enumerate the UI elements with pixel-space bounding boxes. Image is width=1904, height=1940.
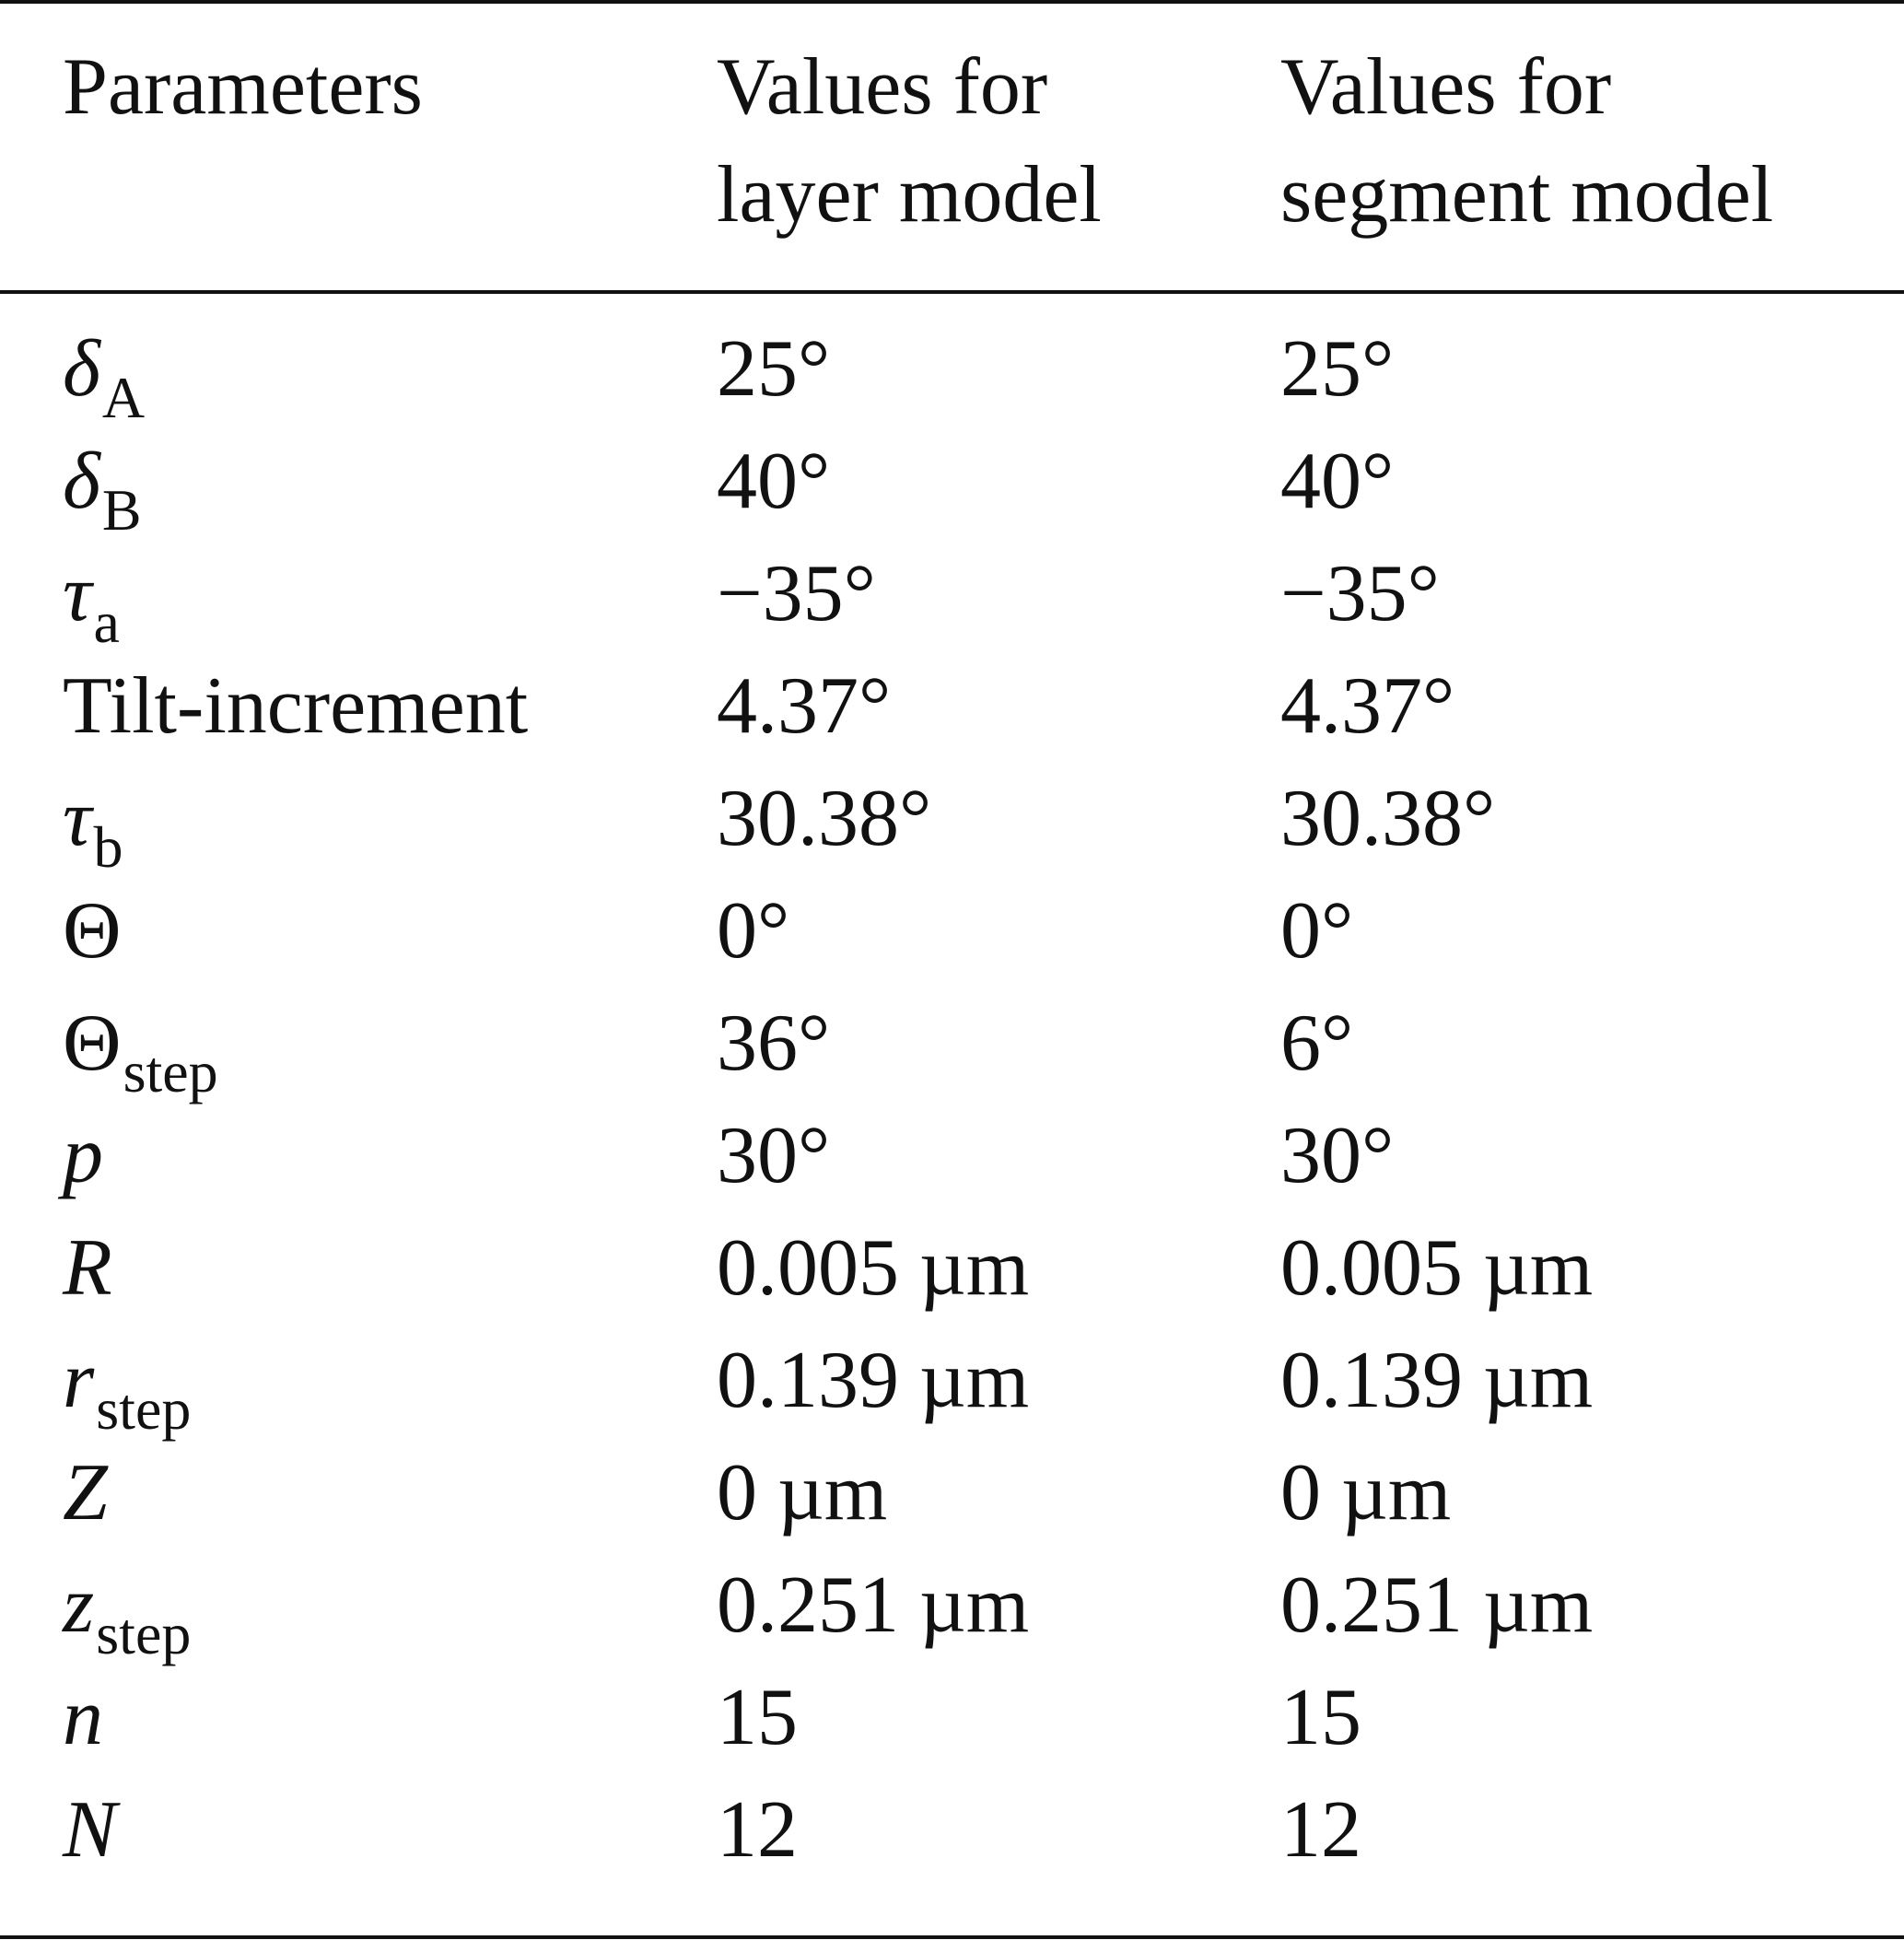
- table-row: [0, 988, 1904, 1104]
- parameter-symbol: r: [63, 1336, 95, 1425]
- layer-model-value: 40°: [717, 437, 831, 526]
- table-row: [0, 426, 1904, 543]
- segment-model-value: 4.37°: [1280, 661, 1455, 751]
- table-row: [0, 1662, 1904, 1774]
- layer-model-value: 0.251 µm: [717, 1560, 1030, 1650]
- parameter-subscript: B: [101, 477, 142, 543]
- table-row: [0, 1437, 1904, 1549]
- header-parameters: Parameters: [63, 42, 423, 132]
- parameter-cell: [63, 1774, 117, 1887]
- parameter-subscript: a: [93, 590, 120, 655]
- parameter-symbol: τ: [63, 549, 92, 638]
- parameter-subscript: A: [101, 365, 146, 430]
- parameter-symbol: τ: [63, 774, 92, 863]
- parameter-symbol: δ: [63, 324, 100, 414]
- header-rule: [0, 290, 1904, 294]
- segment-model-value: 0°: [1280, 886, 1354, 976]
- table-row: [0, 313, 1904, 430]
- parameter-symbol: p: [63, 1111, 103, 1200]
- parameter-cell: [63, 763, 123, 882]
- parameter-cell: [63, 1100, 103, 1212]
- parameter-subscript: step: [96, 1376, 192, 1442]
- table-row: [0, 1774, 1904, 1887]
- parameter-symbol: z: [63, 1560, 95, 1650]
- top-rule: [0, 0, 1904, 4]
- parameter-subscript: step: [96, 1601, 192, 1666]
- segment-model-value: 0.139 µm: [1280, 1336, 1594, 1425]
- table-row: [0, 763, 1904, 880]
- segment-model-value: 12: [1280, 1785, 1361, 1875]
- bottom-rule: [0, 1935, 1904, 1939]
- parameter-cell: [63, 1549, 191, 1668]
- layer-model-value: 0.005 µm: [717, 1223, 1030, 1313]
- layer-model-value: 12: [717, 1785, 798, 1875]
- parameter-cell: [63, 875, 122, 988]
- header-segment-model: Values for segment model: [1280, 42, 1774, 240]
- segment-model-value: 30°: [1280, 1111, 1395, 1200]
- parameter-symbol: Tilt-increment: [63, 661, 529, 751]
- segment-model-value: −35°: [1280, 549, 1440, 638]
- parameter-symbol: Z: [63, 1448, 108, 1537]
- segment-model-value: 25°: [1280, 324, 1395, 414]
- parameter-subscript: b: [93, 814, 123, 880]
- parameter-symbol: Θ: [63, 886, 122, 976]
- parameter-symbol: Θ: [63, 999, 122, 1088]
- parameter-cell: [63, 1325, 191, 1443]
- table-row: [0, 538, 1904, 655]
- parameter-symbol: N: [63, 1785, 117, 1875]
- parameter-cell: [63, 650, 528, 763]
- layer-model-value: 0.139 µm: [717, 1336, 1030, 1425]
- parameter-symbol: R: [63, 1223, 112, 1313]
- segment-model-value: 0 µm: [1280, 1448, 1452, 1537]
- parameter-symbol: δ: [63, 437, 100, 526]
- parameter-cell: [63, 1212, 112, 1325]
- layer-model-value: 4.37°: [717, 661, 892, 751]
- parameter-cell: [63, 1437, 108, 1549]
- segment-model-value: 15: [1280, 1673, 1361, 1762]
- table-row: [0, 650, 1904, 763]
- segment-model-value: 40°: [1280, 437, 1395, 526]
- segment-model-value: 30.38°: [1280, 774, 1496, 863]
- table-row: [0, 1325, 1904, 1442]
- parameter-cell: [63, 1662, 103, 1774]
- layer-model-value: 15: [717, 1673, 798, 1762]
- table-row: [0, 875, 1904, 988]
- table-row: [0, 1212, 1904, 1325]
- table-row: [0, 1549, 1904, 1666]
- layer-model-value: −35°: [717, 549, 876, 638]
- layer-model-value: 25°: [717, 324, 831, 414]
- layer-model-value: 30.38°: [717, 774, 932, 863]
- header-layer-model: Values for layer model: [717, 42, 1102, 240]
- layer-model-value: 36°: [717, 999, 831, 1088]
- layer-model-value: 0 µm: [717, 1448, 888, 1537]
- segment-model-value: 0.005 µm: [1280, 1223, 1594, 1313]
- parameter-cell: [63, 313, 145, 432]
- parameter-subscript: step: [123, 1039, 218, 1104]
- parameter-symbol: n: [63, 1673, 103, 1762]
- segment-model-value: 6°: [1280, 999, 1354, 1088]
- table-row: [0, 1100, 1904, 1212]
- parameter-cell: [63, 988, 218, 1106]
- layer-model-value: 30°: [717, 1111, 831, 1200]
- parameter-cell: [63, 426, 142, 544]
- layer-model-value: 0°: [717, 886, 790, 976]
- parameter-cell: [63, 538, 120, 657]
- segment-model-value: 0.251 µm: [1280, 1560, 1594, 1650]
